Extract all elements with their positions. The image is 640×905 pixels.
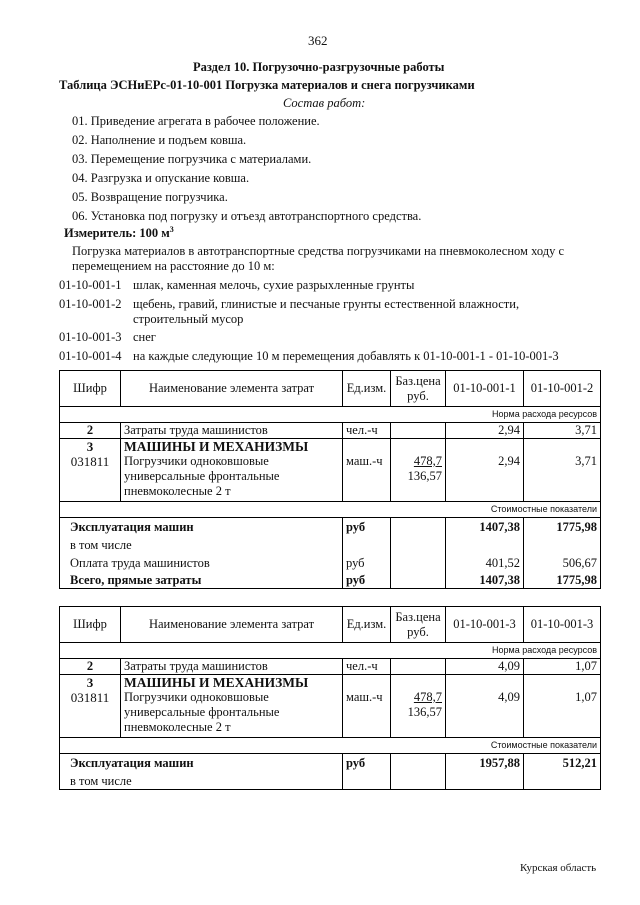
exploitation-price — [391, 518, 446, 536]
exploitation-unit: руб — [343, 754, 391, 772]
code-text: щебень, гравий, глинистые и песчаные грунты естественной влажности, — [133, 297, 520, 311]
item-value-cell-2 — [524, 675, 601, 738]
item-value-cell-2 — [524, 439, 601, 502]
labor-name: Затраты труда машинистов — [121, 423, 343, 439]
item-unit: маш.-ч — [346, 454, 383, 468]
total-value-1: 1407,38 — [446, 571, 524, 589]
header-base-price — [391, 371, 446, 407]
step-item: 06. Установка под погрузку и отъезд автотранспортного средства. — [72, 209, 422, 223]
code-text: шлак, каменная мелочь, сухие разрыхленные грунты — [133, 278, 415, 292]
step-item: 04. Разгрузка и опускание ковша. — [72, 171, 250, 185]
labor-value-1: 2,94 — [446, 423, 524, 439]
code-text: снег — [133, 330, 156, 344]
total-unit: руб — [343, 571, 391, 589]
composition-title: Состав работ: — [283, 96, 366, 110]
item-price-cell — [391, 439, 446, 502]
labor-price — [391, 659, 446, 675]
item-price-1: 478,7 — [413, 454, 442, 468]
machines-title: МАШИНЫ И МЕХАНИЗМЫ — [124, 675, 309, 690]
header-col2: 01-10-001-3 — [524, 607, 601, 643]
item-value-1: 4,09 — [498, 690, 520, 704]
intro-line-2: перемещением на расстояние до 10 м: — [72, 259, 275, 273]
machines-code — [60, 675, 121, 738]
item-name-line1: Погрузчики одноковшовые — [124, 690, 269, 704]
item-name-line2: универсальные фронтальные — [124, 705, 280, 719]
item-name-line2: универсальные фронтальные — [124, 469, 280, 483]
step-item: 01. Приведение агрегата в рабочее положение. — [72, 114, 320, 128]
header-col1: 01-10-001-1 — [446, 371, 524, 407]
norm-label: Норма расхода ресурсов — [60, 407, 601, 423]
total-label: Всего, прямые затраты — [60, 571, 343, 589]
machines-code-value: 3 — [86, 439, 94, 454]
header-base-price — [391, 607, 446, 643]
exploitation-value-2: 1775,98 — [524, 518, 601, 536]
step-item: 02. Наполнение и подъем ковша. — [72, 133, 247, 147]
section-title: Раздел 10. Погрузочно-разгрузочные работы — [193, 60, 445, 74]
item-value-cell-1 — [446, 675, 524, 738]
header-cipher: Шифр — [60, 607, 121, 643]
header-base-price-line2: руб. — [407, 624, 429, 639]
code-text-continued: строительный мусор — [133, 312, 244, 326]
pay-label: Оплата труда машинистов — [60, 553, 343, 571]
including-label: в том числе — [60, 771, 343, 790]
item-price-1: 478,7 — [413, 690, 442, 704]
item-value-2: 1,07 — [575, 690, 597, 704]
header-col1: 01-10-001-3 — [446, 607, 524, 643]
code-text: на каждые следующие 10 м перемещения добавлять к 01-10-001-1 - 01-10-001-3 — [133, 349, 559, 363]
exploitation-value-2: 512,21 — [524, 754, 601, 772]
machines-block — [121, 439, 343, 502]
item-code: 031811 — [70, 454, 110, 469]
including-label: в том числе — [60, 535, 343, 553]
labor-price — [391, 423, 446, 439]
labor-unit: чел.-ч — [343, 659, 391, 675]
machines-title: МАШИНЫ И МЕХАНИЗМЫ — [124, 439, 309, 454]
exploitation-label: Эксплуатация машин — [60, 754, 343, 772]
item-price-2: 136,57 — [407, 469, 442, 483]
machines-code — [60, 439, 121, 502]
code-id: 01-10-001-4 — [59, 349, 122, 363]
labor-name: Затраты труда машинистов — [121, 659, 343, 675]
labor-value-2: 3,71 — [524, 423, 601, 439]
machines-block — [121, 675, 343, 738]
intro-line-1: Погрузка материалов в автотранспортные средства погрузчиками на пневмоколесном ходу с — [72, 244, 565, 258]
header-unit: Ед.изм. — [343, 607, 391, 643]
header-cipher: Шифр — [60, 371, 121, 407]
labor-code: 2 — [60, 423, 121, 439]
exploitation-value-1: 1407,38 — [446, 518, 524, 536]
item-price-cell — [391, 675, 446, 738]
code-id: 01-10-001-2 — [59, 297, 122, 311]
machines-code-value: 3 — [86, 675, 94, 690]
cost-label: Стоимостные показатели — [60, 738, 601, 754]
cost-label: Стоимостные показатели — [60, 502, 601, 518]
meter-text: Измеритель: 100 м — [64, 226, 170, 241]
exploitation-unit: руб — [343, 518, 391, 536]
header-base-price-line2: руб. — [407, 388, 429, 403]
item-value-cell-1 — [446, 439, 524, 502]
header-unit: Ед.изм. — [343, 371, 391, 407]
item-unit-cell — [343, 439, 391, 502]
header-base-price-line1: Баз.цена — [395, 609, 441, 624]
pay-value-2: 506,67 — [524, 553, 601, 571]
item-name-line1: Погрузчики одноковшовые — [124, 454, 269, 468]
item-price-2: 136,57 — [407, 705, 442, 719]
step-item: 05. Возвращение погрузчика. — [72, 190, 228, 204]
labor-value-1: 4,09 — [446, 659, 524, 675]
item-unit-cell — [343, 675, 391, 738]
labor-value-2: 1,07 — [524, 659, 601, 675]
header-name: Наименование элемента затрат — [121, 607, 343, 643]
footer-region: Курская область — [520, 862, 597, 874]
exploitation-label: Эксплуатация машин — [60, 518, 343, 536]
page-number: 362 — [308, 33, 328, 48]
header-name: Наименование элемента затрат — [121, 371, 343, 407]
labor-unit: чел.-ч — [343, 423, 391, 439]
pay-value-1: 401,52 — [446, 553, 524, 571]
item-unit: маш.-ч — [346, 690, 383, 704]
code-id: 01-10-001-3 — [59, 330, 122, 344]
norm-label: Норма расхода ресурсов — [60, 643, 601, 659]
table-title: Таблица ЭСНиЕРс-01-10-001 Погрузка материалов и снега погрузчиками — [59, 78, 475, 92]
item-code: 031811 — [70, 690, 110, 705]
meter-superscript: 3 — [169, 225, 174, 234]
total-value-2: 1775,98 — [524, 571, 601, 589]
meter-label — [64, 225, 174, 241]
item-value-2: 3,71 — [575, 454, 597, 468]
resource-table-2 — [59, 606, 601, 790]
item-name-line3: пневмоколесные 2 т — [124, 720, 231, 734]
labor-code: 2 — [60, 659, 121, 675]
exploitation-price — [391, 754, 446, 772]
exploitation-value-1: 1957,88 — [446, 754, 524, 772]
header-col2: 01-10-001-2 — [524, 371, 601, 407]
code-id: 01-10-001-1 — [59, 278, 122, 292]
item-name-line3: пневмоколесные 2 т — [124, 484, 231, 498]
step-item: 03. Перемещение погрузчика с материалами. — [72, 152, 312, 166]
header-base-price-line1: Баз.цена — [395, 373, 441, 388]
pay-unit: руб — [343, 553, 391, 571]
resource-table-1 — [59, 370, 601, 589]
item-value-1: 2,94 — [498, 454, 520, 468]
